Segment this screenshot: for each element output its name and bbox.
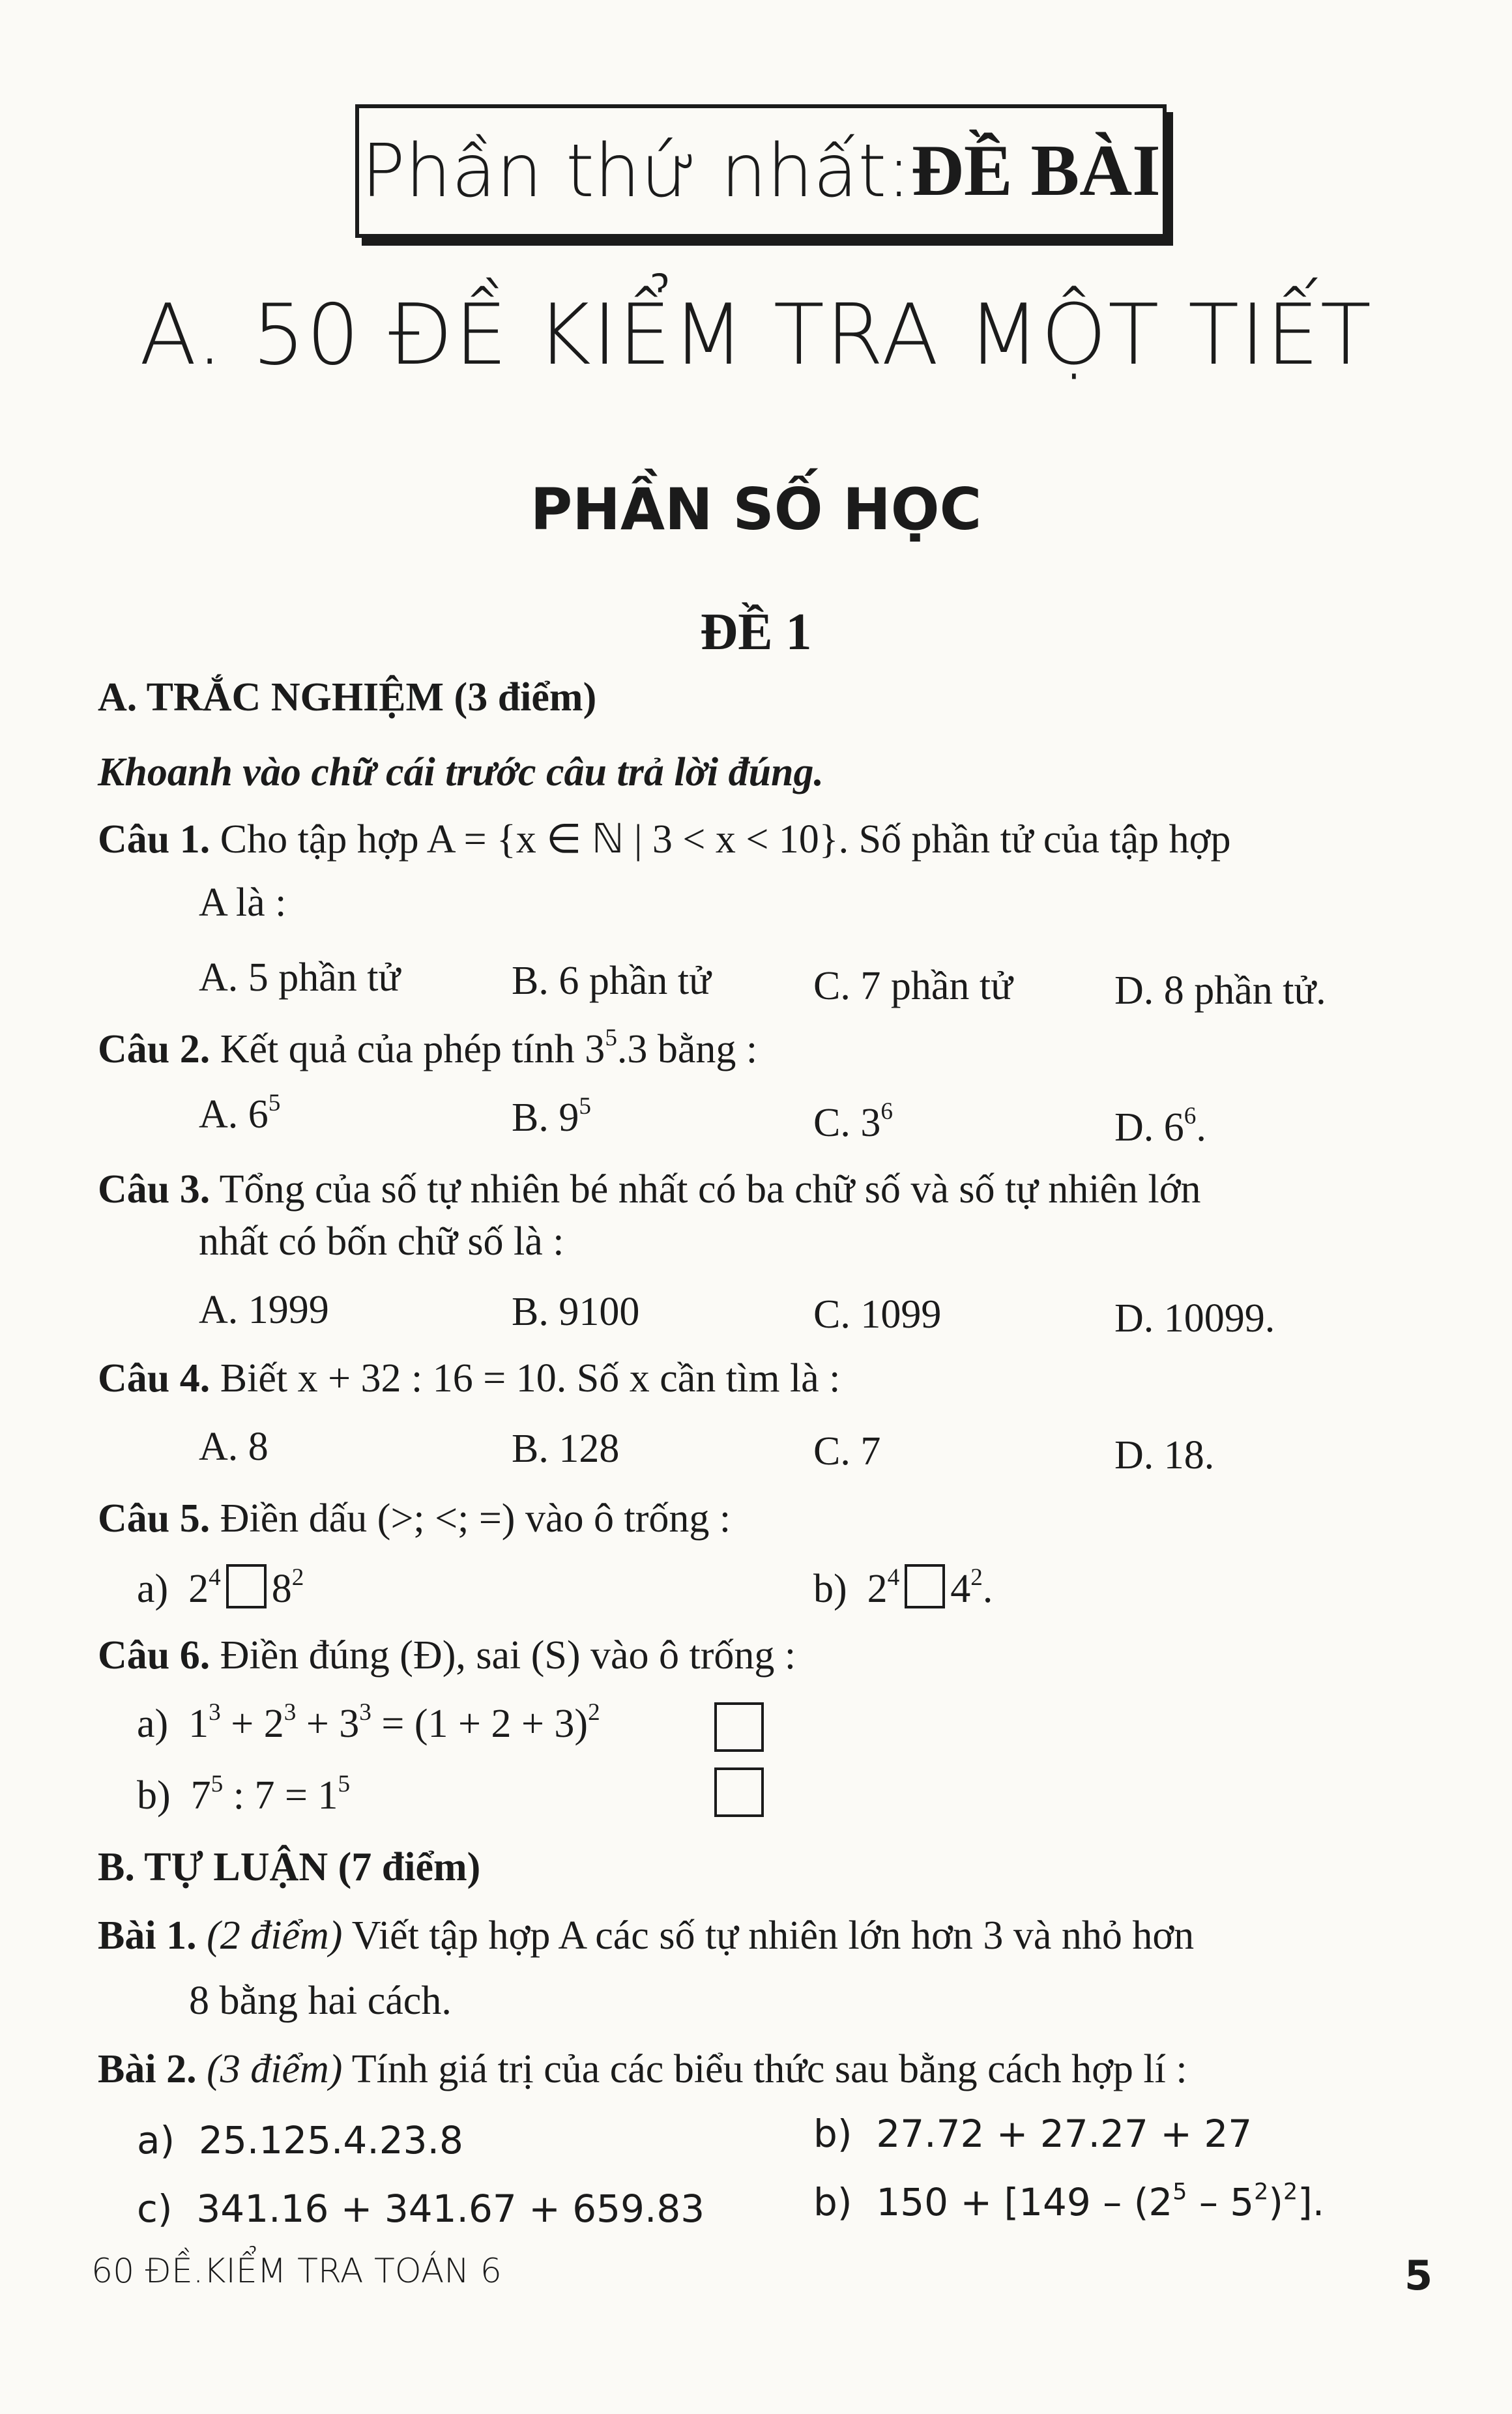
question-1 bbox=[98, 815, 1230, 863]
expression-a: a) 25.125.4.23.8 bbox=[137, 2118, 463, 2162]
option-d: D. $6^6$. bbox=[1114, 1102, 1206, 1150]
question-text: Cho tập hợp A = {x ∈ ℕ | 3 < x < 10}. Số phần tử của tập hợp bbox=[220, 817, 1231, 862]
question-text: Kết quả của phép tính 3 bbox=[220, 1027, 605, 1071]
question-1-cont: A là : bbox=[199, 880, 287, 925]
option-a: A. $6^5$ bbox=[199, 1089, 281, 1137]
option-b: B. $9^5$ bbox=[512, 1092, 591, 1140]
question-2 bbox=[98, 1026, 757, 1073]
question-5 bbox=[98, 1496, 731, 1542]
question-3-cont: nhất có bốn chữ số là : bbox=[199, 1219, 564, 1264]
question-6-part-b: b) $7^5$ : $7 = 1^5$ bbox=[137, 1770, 351, 1818]
exercise-points: (2 điểm) bbox=[207, 1913, 343, 1958]
part-a-heading: A. TRẮC NGHIỆM (3 điểm) bbox=[98, 675, 597, 720]
exercise-1-cont: 8 bằng hai cách. bbox=[189, 1979, 452, 2023]
exercise-label: Bài 2. bbox=[98, 2047, 197, 2091]
exercise-2 bbox=[98, 2046, 1187, 2093]
exponent: 5 bbox=[605, 1024, 617, 1051]
answer-box[interactable] bbox=[714, 1702, 764, 1752]
option-a: A. 1999 bbox=[199, 1288, 329, 1332]
question-label: Câu 6. bbox=[98, 1633, 211, 1678]
option-b: B. 6 phần tử bbox=[512, 959, 711, 1003]
question-6 bbox=[98, 1633, 796, 1679]
option-b: B. 9100 bbox=[512, 1290, 640, 1334]
option-a: A. 5 phần tử bbox=[199, 955, 401, 1000]
answer-box[interactable] bbox=[714, 1767, 764, 1817]
subsection-heading: PHẦN SỐ HỌC bbox=[530, 476, 982, 543]
option-c: C. 7 bbox=[813, 1429, 881, 1474]
question-text: Điền dấu (>; <; =) vào ô trống : bbox=[220, 1496, 731, 1541]
question-text: Tổng của số tự nhiên bé nhất có ba chữ số và số tự nhiên lớn bbox=[219, 1167, 1201, 1212]
exercise-text: Viết tập hợp A các số tự nhiên lớn hơn 3 và nhỏ hơn bbox=[342, 1913, 1195, 1958]
section-heading: A. 50 ĐỀ KIỂM TRA MỘT TIẾT bbox=[139, 287, 1373, 384]
option-c: C. 7 phần tử bbox=[813, 964, 1013, 1008]
option-d: D. 8 phần tử. bbox=[1114, 968, 1326, 1013]
option-a: A. 8 bbox=[199, 1425, 269, 1469]
question-5-part-b: b) $2^4$ $4^2$. bbox=[813, 1563, 993, 1611]
expression-c: c) 341.16 + 341.67 + 659.83 bbox=[137, 2187, 705, 2231]
answer-box[interactable] bbox=[905, 1564, 945, 1608]
instruction: Khoanh vào chữ cái trước câu trả lời đúng. bbox=[98, 750, 824, 794]
question-6-part-a: a) $1^3 + 2^3 + 3^3 = (1 + 2 + 3)^2$ bbox=[137, 1698, 600, 1746]
part-header-box bbox=[355, 104, 1167, 238]
question-label: Câu 3. bbox=[98, 1167, 211, 1212]
question-label: Câu 1. bbox=[98, 817, 211, 862]
answer-box[interactable] bbox=[226, 1564, 267, 1608]
question-text: Điền đúng (Đ), sai (S) vào ô trống : bbox=[220, 1633, 796, 1678]
exercise-points: (3 điểm) bbox=[207, 2047, 343, 2091]
exercise-label: Bài 1. bbox=[98, 1913, 197, 1958]
question-4 bbox=[98, 1356, 840, 1402]
exercise-text: Tính giá trị của các biểu thức sau bằng cách hợp lí : bbox=[342, 2047, 1187, 2091]
option-d: D. 18. bbox=[1114, 1433, 1215, 1477]
expression-b: b) 27.72 + 27.27 + 27 bbox=[813, 2112, 1253, 2156]
option-d: D. 10099. bbox=[1114, 1296, 1275, 1341]
part-header-emphasis: ĐỀ BÀI bbox=[910, 130, 1161, 211]
part-header-prefix: Phần thứ nhất: bbox=[361, 128, 911, 214]
question-label: Câu 5. bbox=[98, 1496, 211, 1541]
option-c: C. 1099 bbox=[813, 1292, 942, 1337]
question-5-part-a: a) $2^4$ $8^2$ bbox=[137, 1563, 304, 1611]
question-text: Biết x + 32 : 16 = 10. Số x cần tìm là : bbox=[220, 1356, 841, 1401]
option-b: B. 128 bbox=[512, 1427, 620, 1471]
question-text-tail: .3 bằng : bbox=[617, 1027, 758, 1071]
question-label: Câu 2. bbox=[98, 1027, 211, 1071]
part-b-heading: B. TỰ LUẬN (7 điểm) bbox=[98, 1845, 481, 1889]
option-c: C. $3^6$ bbox=[813, 1098, 893, 1145]
page-number: 5 bbox=[1404, 2252, 1433, 2299]
question-label: Câu 4. bbox=[98, 1356, 211, 1401]
footer-title: 60 ĐỀ.KIỂM TRA TOÁN 6 bbox=[91, 2252, 502, 2291]
expression-d: b) $150 + [149 - (2^5 - 5^2)^2]$. bbox=[813, 2179, 1325, 2224]
exercise-1 bbox=[98, 1913, 1194, 1959]
question-3 bbox=[98, 1167, 1201, 1213]
exam-title: ĐỀ 1 bbox=[700, 604, 812, 661]
